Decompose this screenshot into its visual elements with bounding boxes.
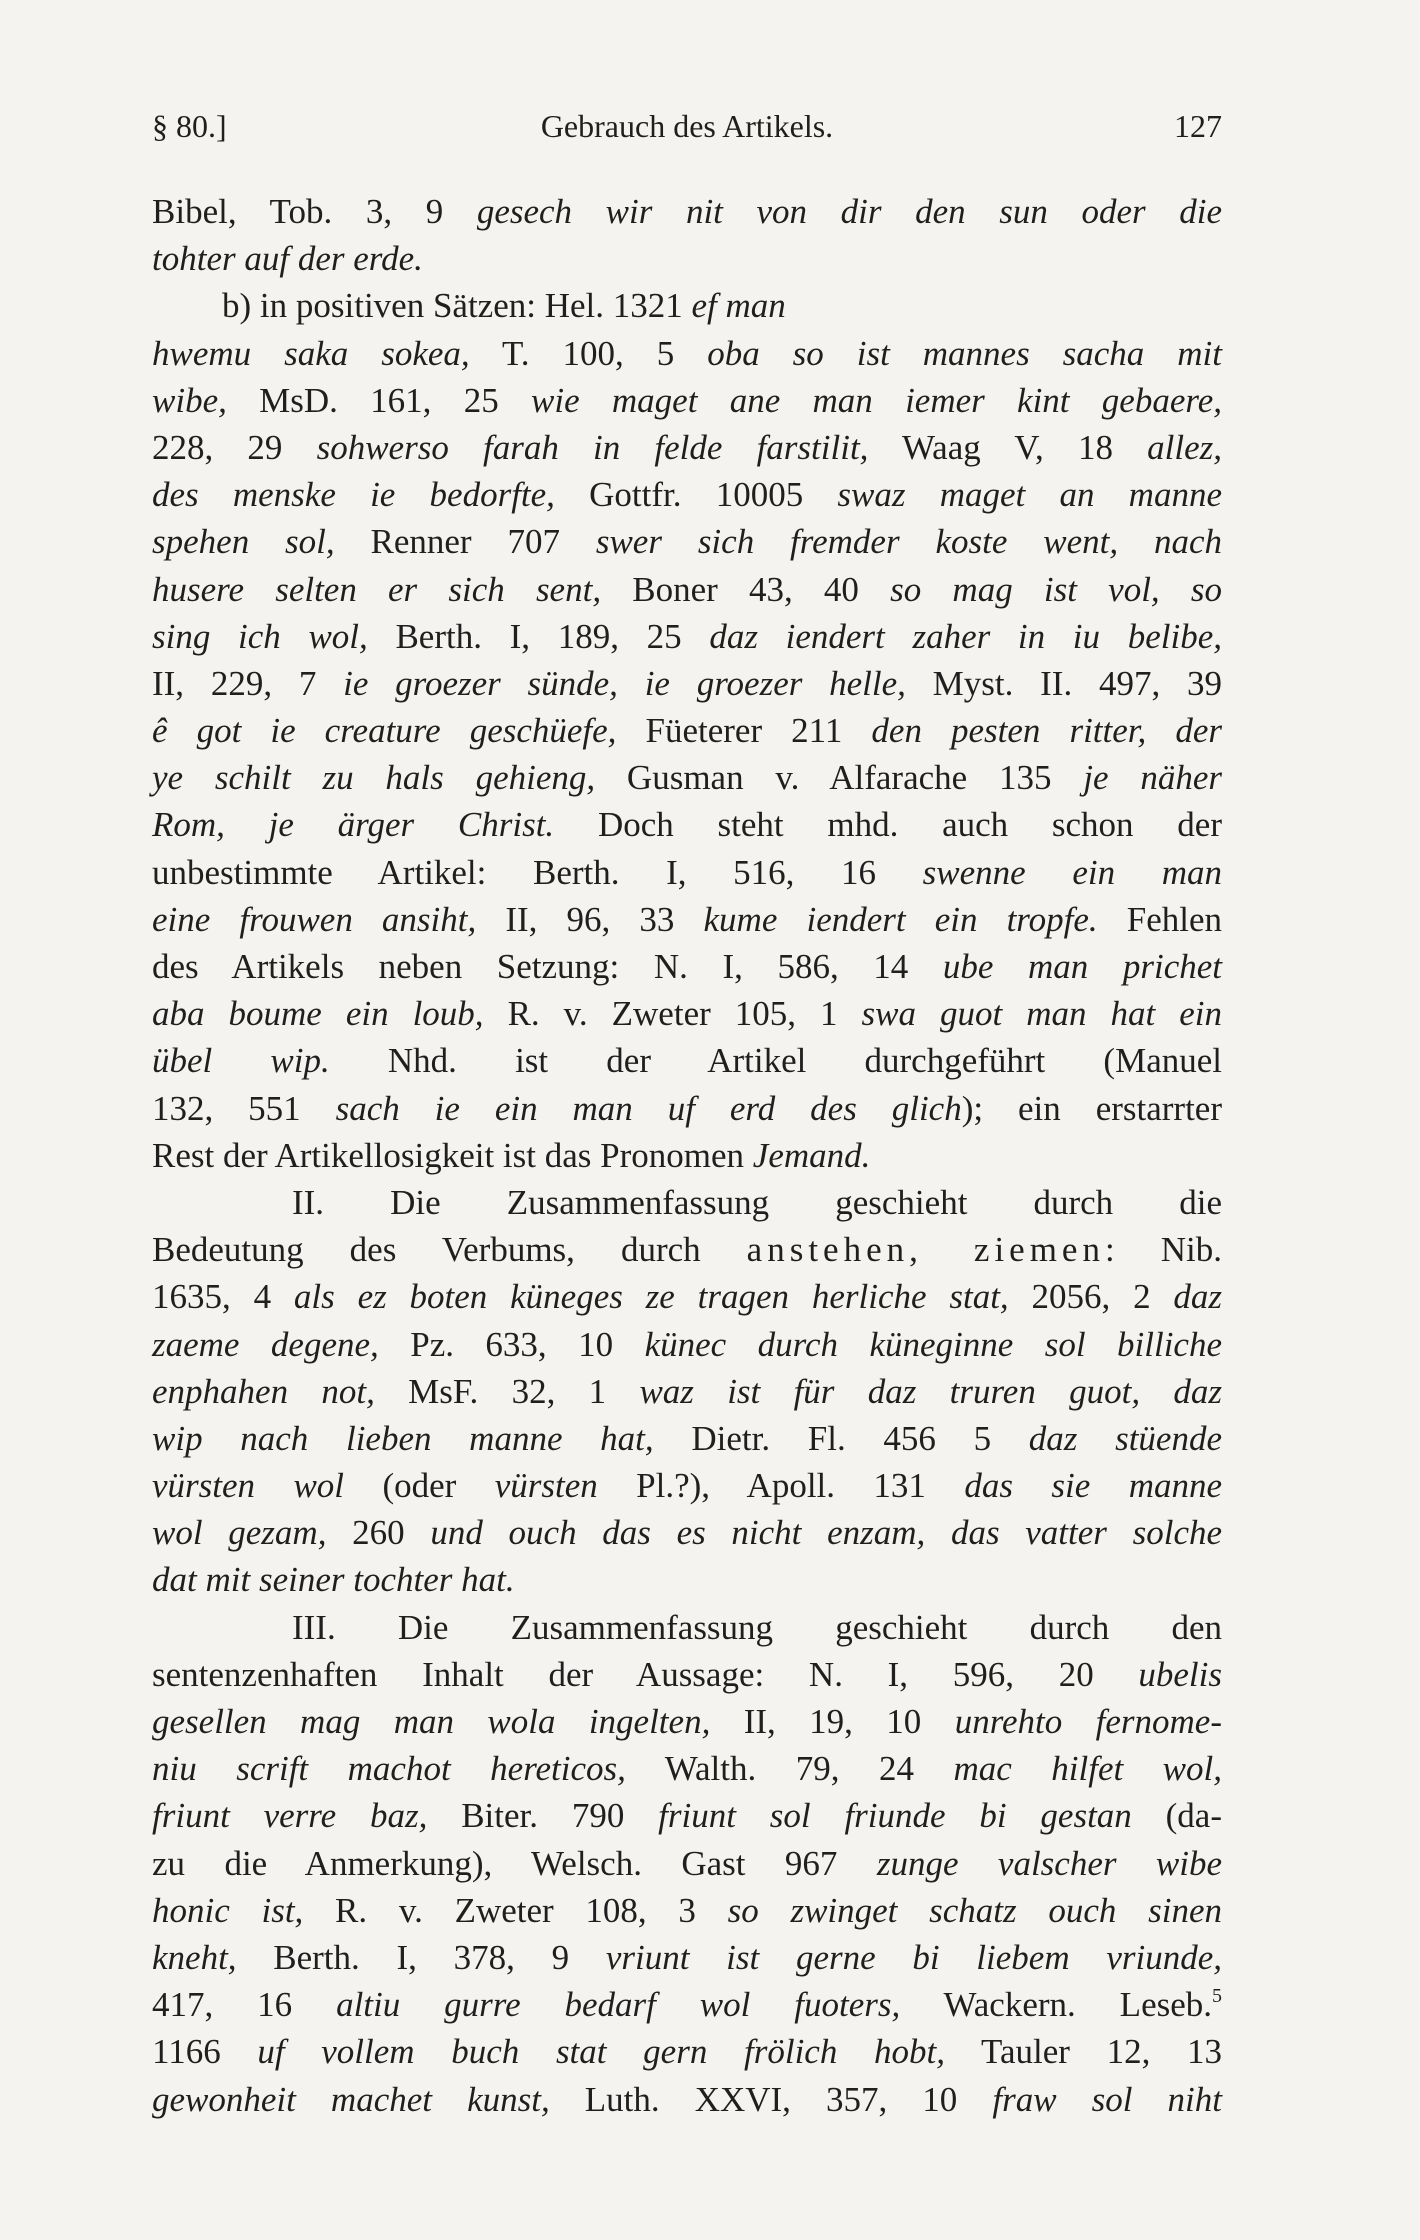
text-run: Walth. 79, 24 xyxy=(625,1749,954,1789)
italic-citation: je näher xyxy=(1083,758,1223,798)
text-run: 2056, 2 xyxy=(1008,1277,1174,1317)
text-line xyxy=(152,801,1222,848)
italic-citation: vürsten wol xyxy=(152,1466,345,1506)
italic-citation: kneht, xyxy=(152,1937,237,1977)
italic-citation: tohter auf der erde. xyxy=(152,239,423,279)
text-line xyxy=(152,1792,1222,1839)
text-line xyxy=(152,1321,1222,1368)
text-line xyxy=(152,330,1222,377)
text-run: Füeterer 211 xyxy=(616,711,872,751)
italic-citation: ef man xyxy=(691,286,786,326)
text-run: unbestimmte Artikel: Berth. I, 516, 16 xyxy=(152,852,923,892)
text-line xyxy=(152,754,1222,801)
italic-citation: des menske ie bedorfte, xyxy=(152,475,555,515)
text-run: II. Die Zusammenfassung geschieht durch die xyxy=(152,1182,1222,1222)
text-run: 417, 16 xyxy=(152,1985,337,2025)
section-marker: § 80.] xyxy=(152,108,227,144)
italic-citation: daz stüende xyxy=(1028,1418,1222,1458)
text-line xyxy=(152,1604,1222,1651)
text-line xyxy=(152,2028,1222,2075)
text-run: (da- xyxy=(1131,1796,1222,1836)
page-number: 127 xyxy=(1174,108,1222,144)
text-line xyxy=(152,613,1222,660)
text-run: (oder xyxy=(344,1466,495,1506)
text-line xyxy=(152,1651,1222,1698)
italic-citation: kume iendert ein tropfe. xyxy=(703,899,1098,939)
italic-citation: swenne ein man xyxy=(922,852,1222,892)
superscript: 5 xyxy=(1212,1985,1223,2008)
text-line xyxy=(152,1368,1222,1415)
text-line xyxy=(152,707,1222,754)
italic-citation: mac hilfet wol, xyxy=(953,1749,1223,1789)
italic-citation: so mag ist vol, so xyxy=(890,569,1222,609)
italic-citation: zunge valscher wibe xyxy=(876,1843,1222,1883)
italic-citation: honic ist, xyxy=(152,1890,304,1930)
text-run: 1635, 4 xyxy=(152,1277,294,1317)
text-line xyxy=(152,471,1222,518)
text-line xyxy=(152,235,1222,282)
italic-citation: gesellen mag man wola ingelten, xyxy=(152,1702,711,1741)
text-run: zu die Anmerkung), Welsch. Gast 967 xyxy=(152,1843,877,1883)
text-run: 132, 551 xyxy=(152,1088,336,1128)
text-run: Pl.?), Apoll. 131 xyxy=(597,1466,965,1506)
text-run: b) in positiven Sätzen: Hel. 1321 xyxy=(152,286,692,326)
text-line xyxy=(152,1887,1222,1934)
text-run: II, 19, 10 xyxy=(710,1702,955,1741)
text-run: Gottfr. 10005 xyxy=(554,475,838,515)
text-line xyxy=(152,1556,1222,1603)
text-line xyxy=(152,377,1222,424)
text-run: Renner 707 xyxy=(334,522,596,562)
italic-citation: übel wip. xyxy=(152,1041,330,1081)
italic-citation: oba so ist mannes sacha mit xyxy=(707,333,1222,373)
italic-citation: das sie manne xyxy=(964,1466,1222,1506)
text-run: Myst. II. 497, 39 xyxy=(905,663,1222,703)
italic-citation: friunt verre baz, xyxy=(152,1796,428,1836)
text-line xyxy=(152,2076,1222,2123)
text-line xyxy=(152,282,1222,329)
text-line xyxy=(152,1132,1222,1179)
text-run: R. v. Zweter 105, 1 xyxy=(483,994,862,1034)
italic-citation: wip nach lieben manne hat, xyxy=(152,1418,654,1458)
text-run: MsD. 161, 25 xyxy=(226,380,531,420)
text-run: Boner 43, 40 xyxy=(601,569,891,609)
italic-citation: ê got ie creature geschüefe, xyxy=(152,711,617,751)
text-line xyxy=(152,518,1222,565)
italic-citation: altiu gurre bedarf wol fuoters, xyxy=(336,1985,901,2025)
italic-citation: uf vollem buch stat gern frölich hobt, xyxy=(257,2032,945,2072)
text-line xyxy=(152,424,1222,471)
italic-citation: den pesten ritter, der xyxy=(871,711,1222,751)
text-run: Bibel, Tob. 3, 9 xyxy=(152,192,477,231)
italic-citation: daz iendert zaher in iu belibe, xyxy=(709,616,1222,656)
text-line xyxy=(152,1745,1222,1792)
italic-citation: husere selten er sich sent, xyxy=(152,569,602,609)
text-run: 228, 29 xyxy=(152,427,317,467)
italic-citation: unrehto fernome- xyxy=(954,1702,1222,1741)
body-text xyxy=(152,188,1222,2123)
text-line xyxy=(152,1085,1222,1132)
text-line xyxy=(152,943,1222,990)
text-run: Berth. I, 378, 9 xyxy=(236,1937,606,1977)
text-run: Rest der Artikellosigkeit ist das Pronomen xyxy=(152,1135,753,1175)
text-line xyxy=(152,1037,1222,1084)
text-run: Luth. XXVI, 357, 10 xyxy=(549,2079,993,2119)
italic-citation: gewonheit machet kunst, xyxy=(152,2079,550,2119)
text-run: Bedeutung des Verbums, durch xyxy=(152,1230,747,1270)
text-run: II, 229, 7 xyxy=(152,663,344,703)
italic-citation: ie groezer sünde, ie groezer helle, xyxy=(343,663,906,703)
italic-citation: sach ie ein man uf erd des glich xyxy=(335,1088,962,1128)
italic-citation: so zwinget schatz ouch sinen xyxy=(727,1890,1223,1930)
italic-citation: Jemand. xyxy=(752,1135,871,1175)
italic-citation: wibe, xyxy=(152,380,227,420)
italic-citation: wie maget ane man iemer kint gebaere, xyxy=(531,380,1222,420)
text-run: Tauler 12, 13 xyxy=(944,2032,1222,2072)
text-line xyxy=(152,1698,1222,1745)
text-run: Nhd. ist der Artikel durchgeführt (Manuel xyxy=(329,1041,1222,1081)
italic-citation: spehen sol, xyxy=(152,522,335,562)
text-run: Fehlen xyxy=(1097,899,1223,939)
italic-citation: swa guot man hat ein xyxy=(861,994,1222,1034)
text-run: anstehen, ziemen xyxy=(746,1230,1105,1270)
italic-citation: dat mit seiner tochter hat. xyxy=(152,1560,515,1600)
text-line xyxy=(152,849,1222,896)
text-run: 1166 xyxy=(152,2032,258,2072)
text-line xyxy=(152,896,1222,943)
text-run: Pz. 633, 10 xyxy=(378,1324,645,1364)
text-line xyxy=(152,1934,1222,1981)
text-run: III. Die Zusammenfassung geschieht durch den xyxy=(152,1607,1222,1647)
italic-citation: gesech wir nit von dir den sun oder die xyxy=(476,192,1223,231)
italic-citation: sohwerso farah in felde farstilit, xyxy=(316,427,869,467)
italic-citation: waz ist für daz truren guot, daz xyxy=(639,1371,1223,1411)
text-line xyxy=(152,1415,1222,1462)
italic-citation: und ouch das es nicht enzam, das vatter solche xyxy=(430,1513,1223,1553)
text-line xyxy=(152,1273,1222,1320)
text-line xyxy=(152,188,1222,235)
text-line xyxy=(152,1840,1222,1887)
text-line xyxy=(152,990,1222,1037)
italic-citation: künec durch küneginne sol billiche xyxy=(644,1324,1222,1364)
text-line xyxy=(152,1981,1222,2028)
italic-citation: daz xyxy=(1173,1277,1223,1317)
text-run: Berth. I, 189, 25 xyxy=(367,616,710,656)
italic-citation: allez, xyxy=(1147,427,1222,467)
italic-citation: vriunt ist gerne bi liebem vriunde, xyxy=(605,1937,1222,1977)
text-run: II, 96, 33 xyxy=(476,899,704,939)
text-line xyxy=(152,1462,1222,1509)
italic-citation: als ez boten küneges ze tragen herliche stat, xyxy=(293,1277,1009,1317)
text-run: 260 xyxy=(326,1513,431,1553)
text-run: Gusman v. Alfarache 135 xyxy=(595,758,1084,798)
text-run: MsF. 32, 1 xyxy=(374,1371,640,1411)
text-run: : Nib. xyxy=(1104,1230,1222,1270)
text-line xyxy=(152,1179,1222,1226)
text-run: R. v. Zweter 108, 3 xyxy=(303,1890,728,1930)
text-run: sentenzenhaften Inhalt der Aussage: N. I, 596, 20 xyxy=(152,1654,1139,1694)
running-header xyxy=(152,104,1222,148)
text-run: T. 100, 5 xyxy=(469,333,708,373)
italic-citation: zaeme degene, xyxy=(152,1324,379,1364)
italic-citation: swaz maget an manne xyxy=(837,475,1222,515)
italic-citation: ubelis xyxy=(1138,1654,1222,1694)
text-run: Dietr. Fl. 456 5 xyxy=(653,1418,1029,1458)
text-line xyxy=(152,1509,1222,1556)
italic-citation: fraw sol niht xyxy=(992,2079,1223,2119)
italic-citation: sing ich wol, xyxy=(152,616,368,656)
italic-citation: aba boume ein loub, xyxy=(152,994,484,1034)
text-line xyxy=(152,1226,1222,1273)
italic-citation: enphahen not, xyxy=(152,1371,375,1411)
text-run: Biter. 790 xyxy=(427,1796,659,1836)
italic-citation: ube man prichet xyxy=(942,947,1223,986)
italic-citation: friunt sol friunde bi gestan xyxy=(658,1796,1132,1836)
text-run: Wackern. Leseb. xyxy=(900,1985,1213,2025)
text-line xyxy=(152,566,1222,613)
italic-citation: hwemu saka sokea, xyxy=(152,333,470,373)
text-run: Doch steht mhd. auch schon der xyxy=(554,805,1222,845)
italic-citation: niu scrift machot hereticos, xyxy=(152,1749,626,1789)
text-run: ); ein erstarrter xyxy=(961,1088,1222,1128)
italic-citation: swer sich fremder koste went, nach xyxy=(595,522,1222,562)
italic-citation: vürsten xyxy=(494,1466,598,1506)
running-title: Gebrauch des Artikels. xyxy=(540,108,834,144)
text-line xyxy=(152,660,1222,707)
text-run: des Artikels neben Setzung: N. I, 586, 14 xyxy=(152,947,943,986)
italic-citation: Rom, je ärger Christ. xyxy=(152,805,555,845)
italic-citation: eine frouwen ansiht, xyxy=(152,899,477,939)
italic-citation: ye schilt zu hals gehieng, xyxy=(152,758,596,798)
italic-citation: wol gezam, xyxy=(152,1513,327,1553)
text-run: Waag V, 18 xyxy=(868,427,1148,467)
